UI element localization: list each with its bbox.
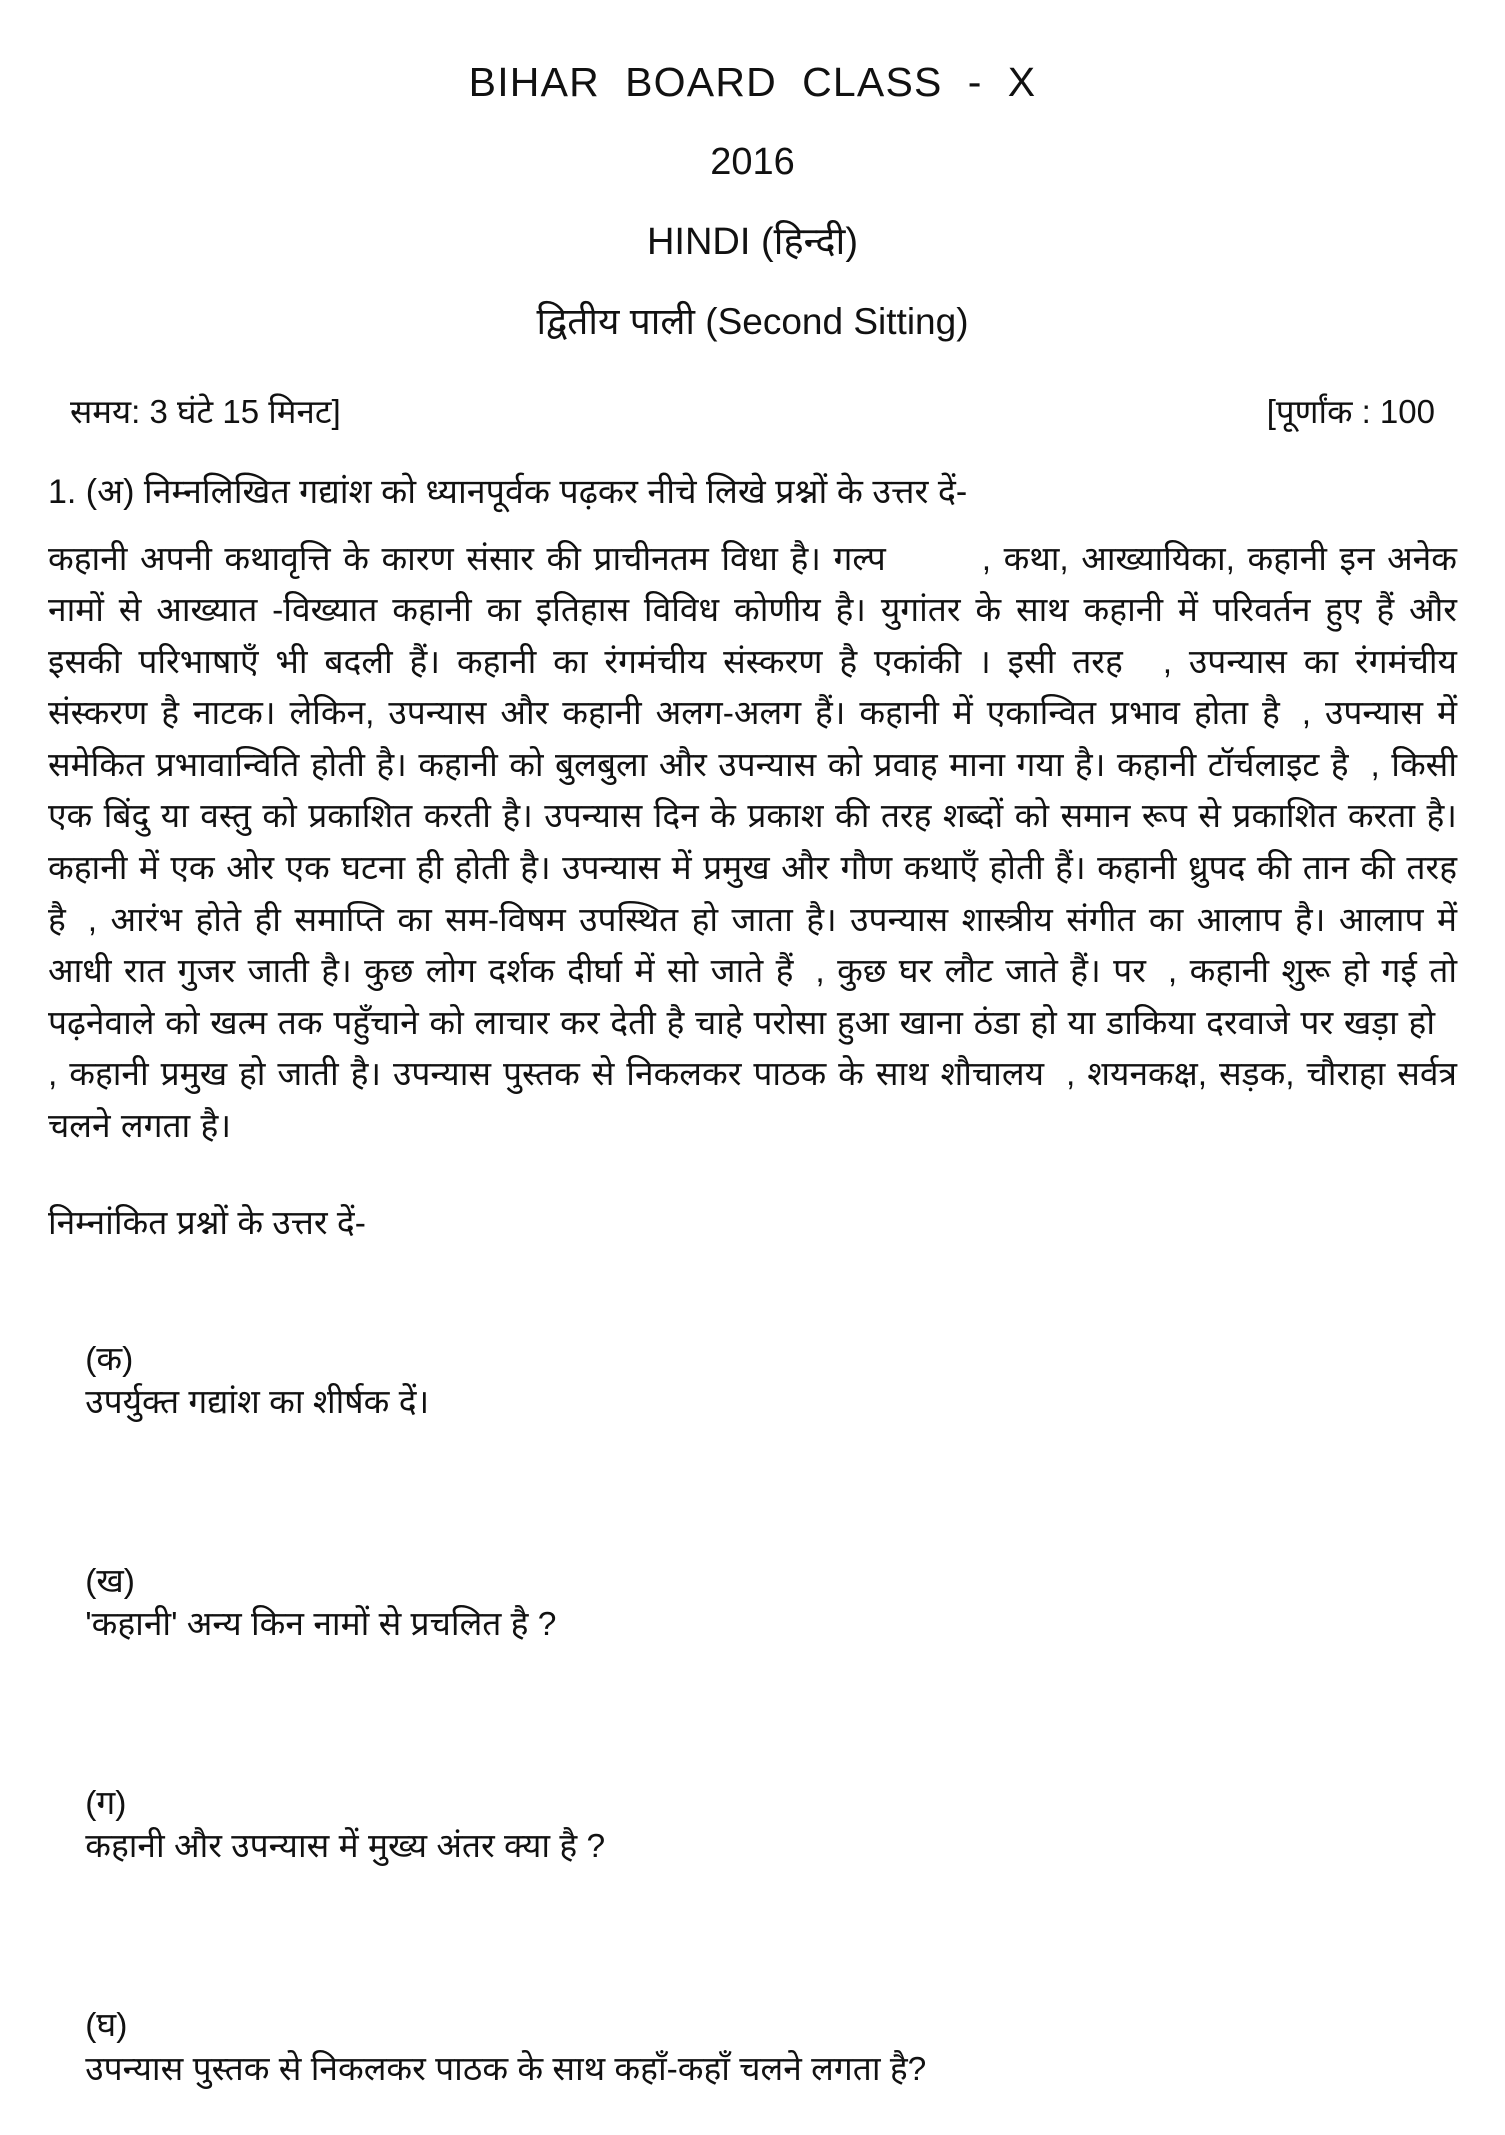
sitting-title: द्वितीय पाली (Second Sitting) (536, 301, 969, 342)
passage-segment-1: कहानी अपनी कथावृत्ति के कारण संसार की प्राचीनतम विधा है। गल्प (48, 540, 886, 578)
sub-question-kha-label: (ख) (85, 1562, 135, 1600)
sub-question-gha-label: (घ) (85, 2007, 128, 2045)
passage-segment-6: , आरंभ होते ही समाप्ति का सम-विषम उपस्थित हो जाता है। उपन्यास शास्त्रीय संगीत का आलाप है। आलाप में आधी रात गुजर जाती है। कुछ लोग दर्शक दीर्घा में सो जाते हैं (48, 901, 1457, 991)
exam-duration: समय: 3 घंटे 15 मिनट] (70, 393, 341, 430)
passage-segment-3: , उपन्यास का रंगमंचीय संस्करण है नाटक। लेकिन, उपन्यास और कहानी अलग-अलग हैं। कहानी में एकान्वित प्रभाव होता है (48, 643, 1457, 733)
full-marks: [पूर्णांक : 100 (1266, 393, 1435, 430)
sub-question-ka-label: (क) (85, 1340, 134, 1378)
sub-question-ka (48, 1294, 1457, 1468)
question-1-instruction: 1. (अ) निम्नलिखित गद्यांश को ध्यानपूर्वक पढ़कर नीचे लिखे प्रश्नों के उत्तर दें- (48, 473, 968, 511)
passage-segment-7: , कुछ घर लौट जाते हैं। पर (815, 953, 1146, 991)
sub-question-kha-text: 'कहानी' अन्य किन नामों से प्रचलित है ? (85, 1606, 557, 1644)
paper-header (48, 0, 1457, 340)
passage-segment-2: , कथा, आख्यायिका, कहानी इन अनेक नामों से आख्यात -विख्यात कहानी का इतिहास विविध कोणीय है। युगांतर के साथ कहानी में परिवर्तन हुए हैं और इसकी परिभाषाएँ भी बदली हैं। कहानी का रंगमंचीय संस्करण है एकांकी । इसी तरह (48, 540, 1457, 681)
passage-segment-9: , कहानी प्रमुख हो जाती है। उपन्यास पुस्तक से निकलकर पाठक के साथ शौचालय (48, 1056, 1045, 1094)
exam-meta-row (48, 388, 1457, 433)
sub-question-gha-text: उपन्यास पुस्तक से निकलकर पाठक के साथ कहाँ-कहाँ चलने लगता है? (85, 2050, 927, 2088)
sub-question-ka-text: उपर्युक्त गद्यांश का शीर्षक दें। (85, 1384, 430, 1422)
sub-question-kha (48, 1516, 1457, 1690)
sub-question-ga-text: कहानी और उपन्यास में मुख्य अंतर क्या है ? (85, 1828, 606, 1866)
sub-questions-intro: निम्नांकित प्रश्नों के उत्तर दें- (48, 1205, 366, 1243)
passage-segment-5: , किसी एक बिंदु या वस्तु को प्रकाशित करती है। उपन्यास दिन के प्रकाश की तरह शब्दों को समान रूप से प्रकाशित करता है। कहानी में एक ओर एक घटना ही होती है। उपन्यास में प्रमुख और गौण कथाएँ होती हैं। कहानी ध्रुपद की तान की तरह है (48, 746, 1457, 939)
sub-question-ga (48, 1738, 1457, 1912)
passage-segment-8: , कहानी शुरू हो गई तो पढ़नेवाले को खत्म तक पहुँचाने को लाचार कर देती है चाहे परोसा हुआ खाना ठंडा हो या डाकिया दरवाजे पर खड़ा हो (48, 953, 1457, 1042)
board-title: BIHAR BOARD CLASS - X (468, 59, 1037, 105)
passage-segment-10: , शयनकक्ष, सड़क, चौराहा सर्वत्र चलने लगता है। (48, 1056, 1457, 1145)
sub-question-gha (48, 1961, 1457, 2135)
subject-title: HINDI (हिन्दी) (646, 221, 859, 263)
sub-question-ga-label: (ग) (85, 1784, 127, 1822)
passage-segment-4: , उपन्यास में समेकित प्रभावान्विति होती है। कहानी को बुलबुला और उपन्यास को प्रवाह माना गया है। कहानी टॉर्चलाइट है (48, 695, 1457, 784)
reading-passage (48, 534, 1457, 1153)
exam-year: 2016 (710, 141, 795, 183)
